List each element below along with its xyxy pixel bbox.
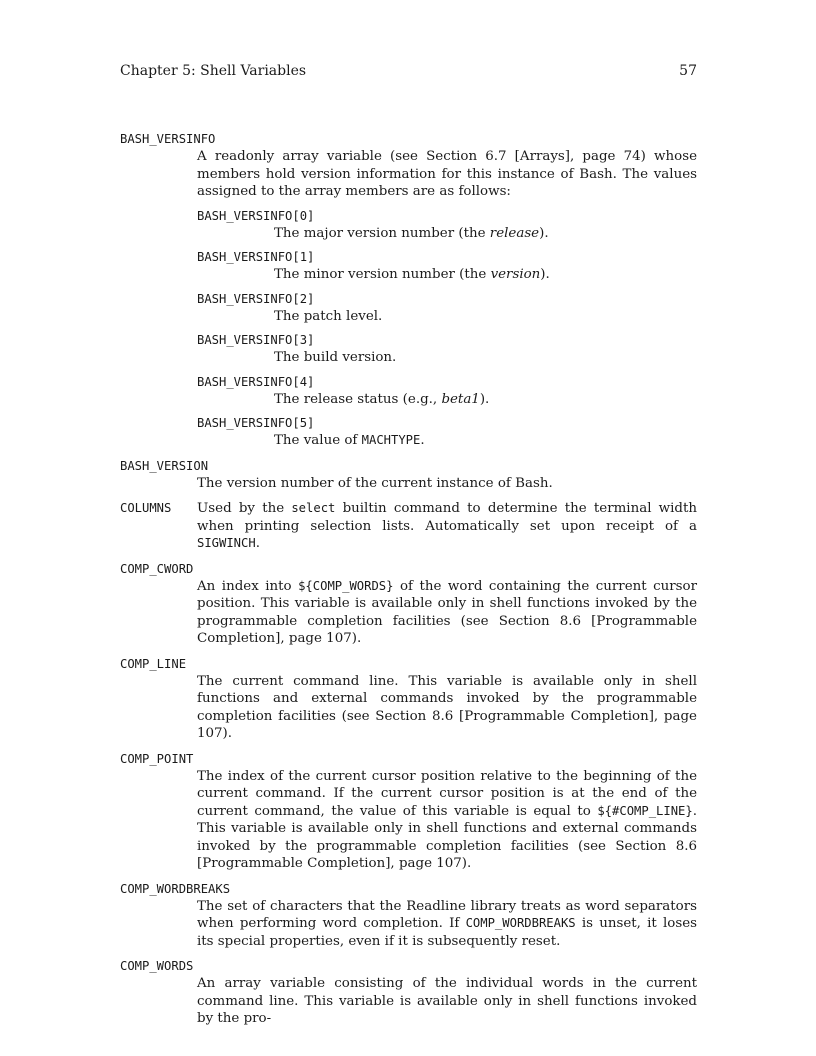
subdesc: The patch level. xyxy=(274,308,383,324)
entry-columns xyxy=(120,500,697,553)
desc-bash-version: The version number of the current instance of Bash. xyxy=(197,475,553,491)
term-comp-cword: COMP_CWORD xyxy=(120,561,194,576)
entry-comp-cword xyxy=(120,561,697,648)
list-item xyxy=(197,291,697,326)
term-comp-line: COMP_LINE xyxy=(120,656,187,671)
desc-comp-cword: An index into ${COMP_WORDS} of the word containing the current cursor position. This variable is available only in shell functions invoked by the programmable completion facilities (see Section 8.6 [Programmable Completion], page 107). xyxy=(197,578,697,646)
subterm: BASH_VERSINFO[1] xyxy=(197,250,315,264)
desc-comp-line: The current command line. This variable is available only in shell functions and external commands invoked by the programmable completion facilities (see Section 8.6 [Programmable Completion], page 107). xyxy=(197,673,697,741)
list-item xyxy=(197,208,697,243)
entry-bash-versinfo xyxy=(120,131,697,450)
entry-comp-point xyxy=(120,751,697,873)
list-item xyxy=(197,249,697,284)
desc-bash-versinfo: A readonly array variable (see Section 6.7 [Arrays], page 74) whose members hold version information for this instance of Bash. The values assigned to the array members are as follows: xyxy=(197,149,697,199)
term-comp-words: COMP_WORDS xyxy=(120,959,194,973)
subterm: BASH_VERSINFO[0] xyxy=(197,208,315,223)
entry-comp-words xyxy=(120,958,697,1028)
entry-bash-version xyxy=(120,458,697,493)
subterm: BASH_VERSINFO[2] xyxy=(197,291,315,306)
subdesc: The major version number (the release). xyxy=(274,225,549,241)
desc-columns: Used by the select builtin command to determine the terminal width when printing selection lists. Automatically set upon receipt of a SIGWINCH. xyxy=(197,501,697,551)
page-header xyxy=(120,63,697,81)
entry-comp-wordbreaks xyxy=(120,881,697,951)
bash-versinfo-members xyxy=(197,208,697,450)
subterm: BASH_VERSINFO[5] xyxy=(197,416,315,430)
chapter-title: Chapter 5: Shell Variables xyxy=(120,63,307,79)
term-bash-versinfo: BASH_VERSINFO xyxy=(120,132,216,146)
desc-comp-wordbreaks: The set of characters that the Readline library treats as word separators when performing word completion. If COMP_WORDBREAKS is unset, it loses its special properties, even if it is subsequently reset. xyxy=(197,898,697,949)
list-item xyxy=(197,374,697,409)
term-comp-point: COMP_POINT xyxy=(120,751,194,766)
subdesc: The value of MACHTYPE. xyxy=(274,433,425,448)
subterm: BASH_VERSINFO[3] xyxy=(197,333,315,347)
subdesc: The minor version number (the version). xyxy=(274,267,550,282)
term-comp-wordbreaks: COMP_WORDBREAKS xyxy=(120,881,231,896)
term-columns: COLUMNS xyxy=(120,501,172,515)
list-item xyxy=(197,415,697,450)
subdesc: The release status (e.g., beta1). xyxy=(274,391,490,407)
list-item xyxy=(197,332,697,367)
entry-comp-line xyxy=(120,656,697,743)
subterm: BASH_VERSINFO[4] xyxy=(197,374,315,389)
variable-list xyxy=(120,131,697,1036)
term-bash-version: BASH_VERSION xyxy=(120,458,209,473)
desc-comp-point: The index of the current cursor position relative to the beginning of the current command. If the current cursor position is at the end of the current command, the value of this variable is equal to ${#COMP_LINE}. This variable is available only in shell functions and external commands invoked by the programmable completion facilities (see Section 8.6 [Programmable Completion], page 107). xyxy=(197,768,697,871)
page-number: 57 xyxy=(679,63,697,79)
desc-comp-words: An array variable consisting of the individual words in the current command line. This variable is available only in shell functions invoked by the pro- xyxy=(197,976,697,1026)
subdesc: The build version. xyxy=(274,350,397,365)
